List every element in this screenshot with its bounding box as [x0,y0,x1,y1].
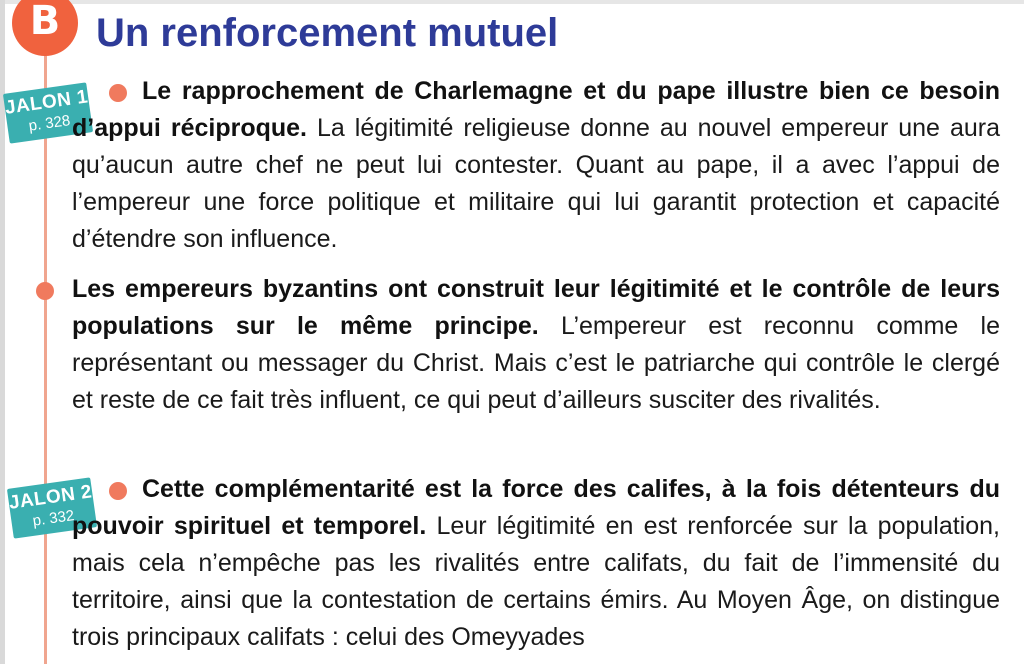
paragraph-califes [72,471,1000,656]
jalon-1-page-ref: p. 328 [27,112,72,135]
paragraph-byzantins [72,271,1000,419]
jalon-2-page-ref: p. 332 [31,507,76,530]
jalon-2-label: JALON 2 [7,481,94,514]
jalon-1-label: JALON 1 [3,86,90,119]
paragraph-body: Leur légitimité en est renforcée sur la population, mais cela n’empêche pas les rivalités entre califats, du fait de l’immensité du territoire, ainsi que la contestation de certains émirs. Au Moyen Âge, on distingue trois principaux califats : celui des Omeyyades [72,512,1000,651]
paragraph-lead: Les empereurs byzantins ont construit leur légitimité et le contrôle de leurs populations sur le même principe. [72,275,1000,340]
paragraph-lead: Cette complémentarité est la force des califes, à la fois détenteurs du pouvoir spirituel et temporel. [72,475,1000,540]
page-top-edge [0,0,1024,4]
paragraph-lead: Le rapprochement de Charlemagne et du pape illustre bien ce besoin d’appui réciproque. [72,77,1000,142]
paragraph-charlemagne [72,73,1000,258]
paragraph-body: L’empereur est reconnu comme le représentant ou messager du Christ. Mais c’est le patriarche qui contrôle le clergé et reste de ce fait très influent, ce qui peut d’ailleurs susciter des rivalités. [72,312,1001,414]
section-title: Un renforcement mutuel [96,11,559,55]
bullet-dot-icon [36,282,54,300]
timeline-line [44,52,47,664]
paragraph-body: La légitimité religieuse donne au nouvel empereur une aura qu’aucun autre chef ne peut lui contester. Quant au pape, il a avec l’appui de l’empereur une force politique et militaire qui lui garantit protection et capacité d’étendre son influence. [72,114,1000,253]
section-letter-badge: B [12,0,78,56]
